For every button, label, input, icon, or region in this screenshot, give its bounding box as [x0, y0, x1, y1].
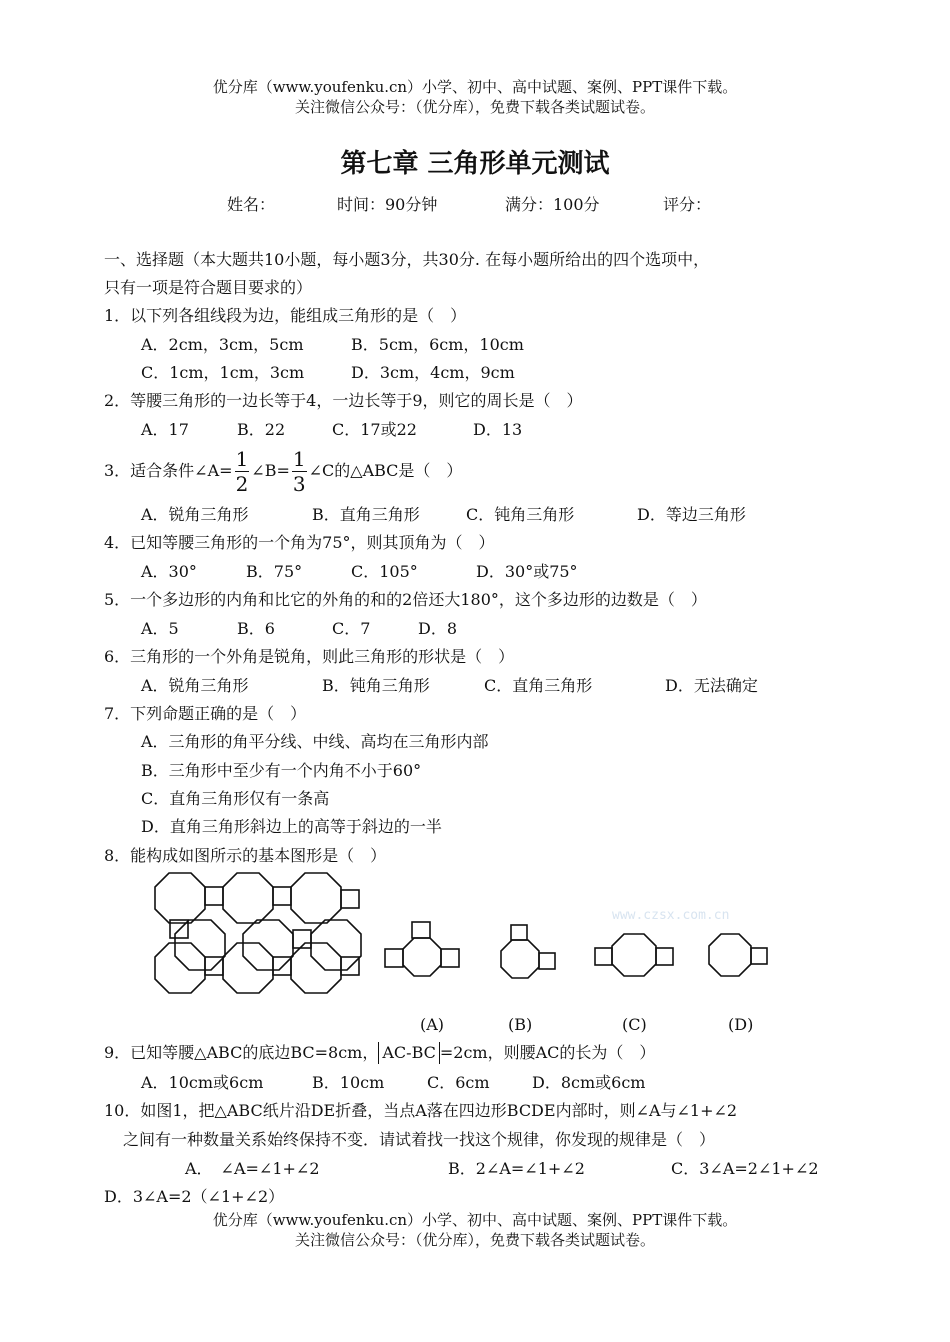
- square-shape: [412, 922, 430, 938]
- q10-option-d: D．3∠A=2（∠1+∠2）: [104, 1187, 285, 1206]
- q3-option-d: D．等边三角形: [637, 505, 746, 524]
- fraction-one-third: [292, 447, 307, 496]
- q1-option-c: C．1cm，1cm，3cm: [141, 363, 305, 382]
- q1-option-d: D．3cm，4cm，9cm: [351, 363, 515, 382]
- q9-option-a: A．10cm或6cm: [141, 1073, 264, 1092]
- q9-stem-pre: 9．已知等腰△ABC的底边BC=8cm，: [104, 1043, 379, 1062]
- octagon-shape: [291, 873, 341, 923]
- square-shape: [539, 953, 555, 969]
- q4-option-b: B．75°: [246, 562, 303, 581]
- square-shape: [751, 948, 767, 964]
- q8-stem: 8．能构成如图所示的基本图形是（ ）: [104, 846, 387, 865]
- octagon-shape: [175, 920, 225, 970]
- section-1-intro-line-1: 一、选择题（本大题共10小题，每小题3分，共30分. 在每小题所给出的四个选项中，: [104, 250, 710, 269]
- octagon-shape: [155, 943, 205, 993]
- q3-option-b: B．直角三角形: [312, 505, 420, 524]
- square-shape: [273, 887, 291, 905]
- exam-info: [0, 192, 950, 215]
- octagon-shape: [291, 943, 341, 993]
- octagon-shape: [223, 943, 273, 993]
- q3-stem-post: ∠C的△ABC是（ ）: [308, 461, 463, 480]
- q9-option-c: C．6cm: [427, 1073, 490, 1092]
- q5-option-a: A．5: [141, 619, 179, 638]
- figure-label-c: (C): [622, 1015, 647, 1034]
- figure-label-a: (A): [420, 1015, 445, 1034]
- q9-stem-post: =2cm，则腰AC的长为（ ）: [439, 1043, 656, 1062]
- octagon-shape: [311, 920, 361, 970]
- q4-stem: 4．已知等腰三角形的一个角为75°，则其顶角为（ ）: [104, 533, 495, 552]
- octagon-shape: [403, 938, 441, 976]
- q6-option-d: D．无法确定: [665, 676, 758, 695]
- header-line-2: 关注微信公众号：（优分库），免费下载各类试题试卷。: [294, 98, 655, 116]
- q6-option-b: B．钝角三角形: [322, 676, 430, 695]
- q5-option-d: D．8: [418, 619, 458, 638]
- q10-option-c: C．3∠A=2∠1+∠2: [671, 1159, 819, 1178]
- absolute-value-expression: AC-BC: [378, 1042, 440, 1064]
- figure-label-d: (D): [728, 1015, 754, 1034]
- fraction-one-half: [235, 447, 250, 496]
- q3-option-c: C．钝角三角形: [466, 505, 575, 524]
- footer-line-2: 关注微信公众号：（优分库），免费下载各类试题试卷。: [294, 1231, 655, 1249]
- figure-label-b: (B): [508, 1015, 533, 1034]
- square-shape: [595, 948, 612, 965]
- q4-option-a: A．30°: [141, 562, 197, 581]
- q10-option-a: A． ∠A=∠1+∠2: [185, 1159, 320, 1178]
- fraction-numerator: 1: [292, 447, 306, 471]
- q10-stem-line-2: 之间有一种数量关系始终保持不变．请试着找一找这个规律，你发现的规律是（ ）: [123, 1130, 716, 1149]
- q4-option-d: D．30°或75°: [476, 562, 578, 581]
- header-line-1: 优分库（www.youfenku.cn）小学、初中、高中试题、案例、PPT课件下载。: [212, 78, 738, 96]
- q8-figure: [150, 868, 780, 1003]
- fraction-numerator: 1: [235, 447, 249, 471]
- info-name: 姓名：: [227, 195, 276, 214]
- q10-option-b: B．2∠A=∠1+∠2: [448, 1159, 585, 1178]
- q1-option-b: B．5cm，6cm，10cm: [351, 335, 524, 354]
- footer-line-1: 优分库（www.youfenku.cn）小学、初中、高中试题、案例、PPT课件下载。: [212, 1211, 738, 1229]
- octagon-shape: [709, 934, 751, 976]
- q5-option-c: C．7: [332, 619, 371, 638]
- q4-option-c: C．105°: [351, 562, 418, 581]
- q1-option-a: A．2cm，3cm，5cm: [141, 335, 304, 354]
- q5-option-b: B．6: [237, 619, 275, 638]
- q6-stem: 6．三角形的一个外角是锐角，则此三角形的形状是（ ）: [104, 647, 515, 666]
- q7-stem: 7．下列命题正确的是（ ）: [104, 704, 307, 723]
- q3-stem-mid: ∠B=: [251, 461, 290, 480]
- square-shape: [341, 890, 359, 908]
- figure-watermark: www.czsx.com.cn: [612, 908, 730, 923]
- octagon-shape: [155, 873, 205, 923]
- q6-option-c: C．直角三角形: [484, 676, 593, 695]
- q1-stem: 1．以下列各组线段为边，能组成三角形的是（ ）: [104, 306, 467, 325]
- octagon-shape: [223, 873, 273, 923]
- square-shape: [205, 887, 223, 905]
- square-shape: [441, 949, 459, 967]
- info-score: 评分：: [663, 195, 712, 214]
- q6-option-a: A．锐角三角形: [141, 676, 249, 695]
- octagon-shape: [501, 940, 539, 978]
- fraction-denominator: 2: [235, 472, 249, 496]
- info-time: 时间：90分钟: [337, 195, 438, 214]
- square-shape: [656, 948, 673, 965]
- q9-stem: [104, 1042, 655, 1064]
- section-1-intro-line-2: 只有一项是符合题目要求的）: [104, 278, 313, 297]
- q3-option-a: A．锐角三角形: [141, 505, 249, 524]
- q10-stem-line-1: 10．如图1，把△ABC纸片沿DE折叠，当点A落在四边形BCDE内部时，则∠A与∠1+∠2: [104, 1101, 738, 1120]
- q2-stem: 2．等腰三角形的一边长等于4，一边长等于9，则它的周长是（ ）: [104, 391, 583, 410]
- square-shape: [385, 949, 403, 967]
- q3-stem: [104, 446, 462, 496]
- q7-option-a: A．三角形的角平分线、中线、高均在三角形内部: [141, 732, 489, 751]
- q9-option-b: B．10cm: [312, 1073, 385, 1092]
- q2-option-d: D．13: [473, 420, 523, 439]
- q2-option-a: A．17: [141, 420, 189, 439]
- q3-stem-pre: 3．适合条件∠A=: [104, 461, 233, 480]
- q2-option-c: C．17或22: [332, 420, 417, 439]
- info-full-score: 满分：100分: [505, 195, 600, 214]
- q2-option-b: B．22: [237, 420, 286, 439]
- square-shape: [511, 925, 527, 940]
- q7-option-d: D．直角三角形斜边上的高等于斜边的一半: [141, 817, 442, 836]
- q7-option-b: B．三角形中至少有一个内角不小于60°: [141, 761, 422, 780]
- octagon-shape: [612, 934, 656, 976]
- octagon-shape: [243, 920, 293, 970]
- q5-stem: 5．一个多边形的内角和比它的外角的和的2倍还大180°，这个多边形的边数是（ ）: [104, 590, 707, 609]
- fraction-denominator: 3: [292, 472, 306, 496]
- q7-option-c: C．直角三角形仅有一条高: [141, 789, 330, 808]
- page-title: 第七章 三角形单元测试: [340, 149, 610, 179]
- q9-option-d: D．8cm或6cm: [532, 1073, 646, 1092]
